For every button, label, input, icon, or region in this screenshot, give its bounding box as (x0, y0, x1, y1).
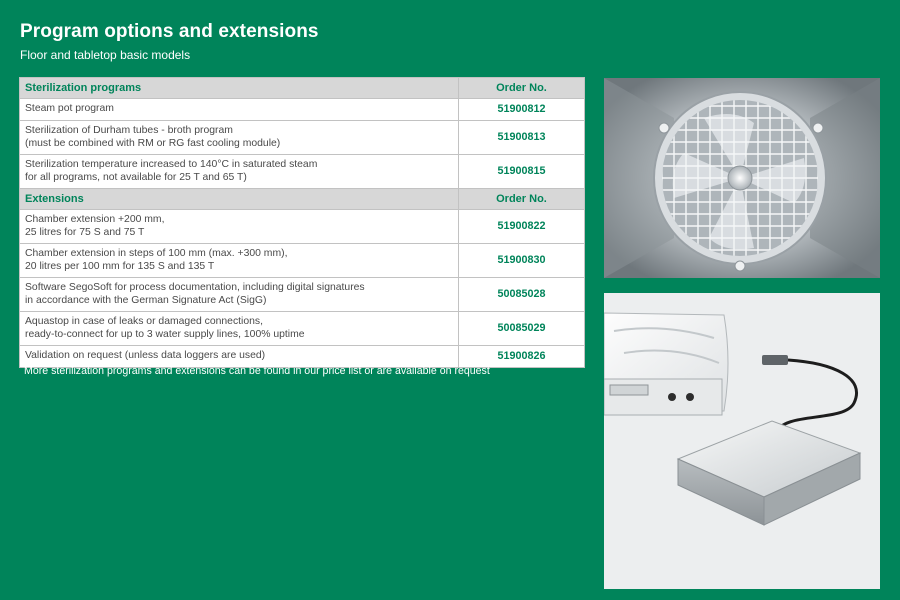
order-number: 51900813 (459, 121, 585, 155)
fan-grille-illustration (604, 78, 880, 278)
table-row (20, 312, 585, 346)
page-subtitle: Floor and tabletop basic models (20, 48, 191, 62)
table-row (20, 99, 585, 121)
section-header-sterilization (20, 78, 585, 99)
section-heading: Extensions (20, 189, 459, 210)
row-description: Steam pot program (20, 99, 459, 121)
fan-grille-photo (604, 78, 880, 278)
data-logger-photo (604, 293, 880, 589)
table-row (20, 244, 585, 278)
row-description: Chamber extension in steps of 100 mm (max. +300 mm), 20 litres per 100 mm for 135 S and 135 T (20, 244, 459, 278)
row-description: Software SegoSoft for process documentation, including digital signatures in accordance with the German Signature Act (SigG) (20, 278, 459, 312)
order-number: 51900830 (459, 244, 585, 278)
table-row (20, 155, 585, 189)
row-description: Sterilization temperature increased to 140°C in saturated steam for all programs, not available for 25 T and 65 T) (20, 155, 459, 189)
table-row (20, 121, 585, 155)
row-description: Aquastop in case of leaks or damaged connections, ready-to-connect for up to 3 water supply lines, 100% uptime (20, 312, 459, 346)
order-column-header: Order No. (459, 78, 585, 99)
data-logger-illustration (604, 293, 880, 589)
order-number: 50085029 (459, 312, 585, 346)
section-heading: Sterilization programs (20, 78, 459, 99)
table-row (20, 210, 585, 244)
order-number: 50085028 (459, 278, 585, 312)
order-column-header: Order No. (459, 189, 585, 210)
row-description: Validation on request (unless data loggers are used) (20, 346, 459, 368)
order-number: 51900826 (459, 346, 585, 368)
order-number: 51900815 (459, 155, 585, 189)
options-table (19, 77, 585, 368)
page-title: Program options and extensions (20, 21, 319, 42)
order-number: 51900812 (459, 99, 585, 121)
section-header-extensions (20, 189, 585, 210)
table-row (20, 278, 585, 312)
row-description: Sterilization of Durham tubes - broth program (must be combined with RM or RG fast cooling module) (20, 121, 459, 155)
row-description: Chamber extension +200 mm, 25 litres for 75 S and 75 T (20, 210, 459, 244)
order-number: 51900822 (459, 210, 585, 244)
footnote: More sterilization programs and extensions can be found in our price list or are available on request (24, 365, 490, 377)
